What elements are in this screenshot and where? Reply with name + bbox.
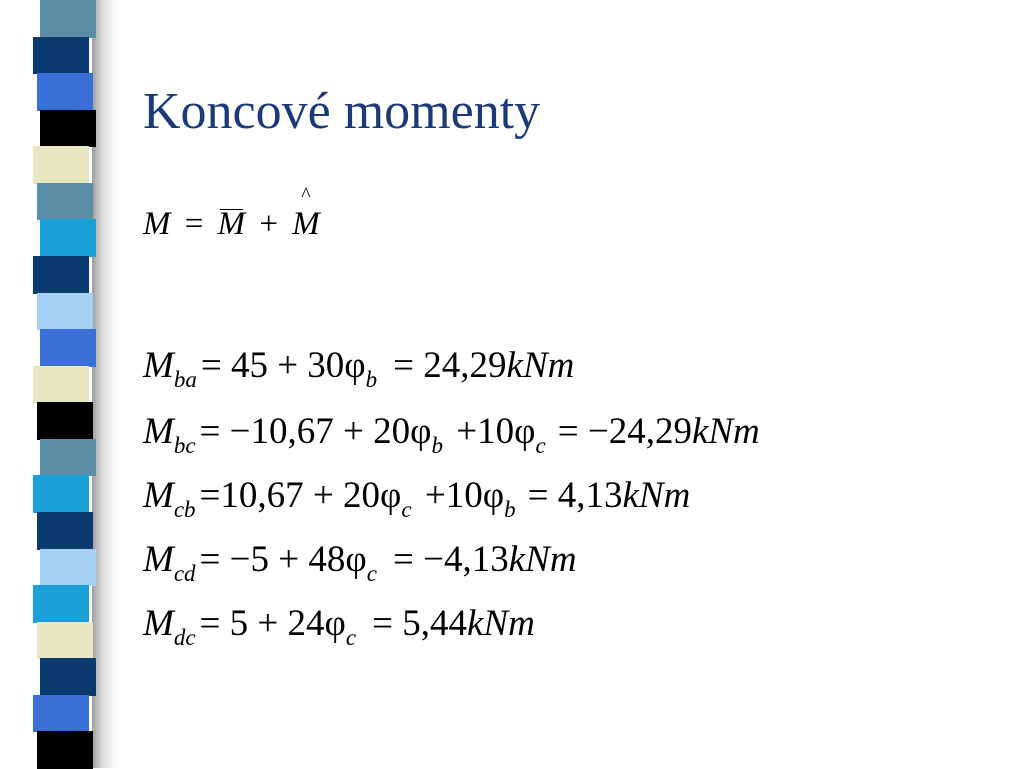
- unit-label: kNm: [691, 411, 760, 452]
- stripe-segment: [37, 512, 93, 550]
- equation-expression: = −10,67 + 20φ: [199, 411, 432, 452]
- phi-subscript: c: [401, 497, 412, 522]
- tail-subscript: c: [535, 433, 546, 458]
- phi-subscript: b: [431, 433, 444, 458]
- phi-subscript: c: [345, 625, 357, 650]
- moment-formula: [143, 184, 320, 243]
- formula-plus: +: [259, 206, 278, 242]
- stripe-segment: [37, 731, 93, 769]
- unit-label: kNm: [466, 603, 535, 644]
- formula-term-bar: [218, 206, 246, 243]
- stripe-segment: [33, 695, 89, 733]
- stripe-segment: [37, 183, 93, 221]
- formula-equals: =: [184, 206, 204, 242]
- equation-row: [143, 344, 575, 392]
- equation-row: [143, 602, 535, 650]
- equation-expression: = −5 + 48φ: [199, 539, 367, 580]
- moment-symbol: M: [143, 411, 174, 452]
- equation-result: = −4,13: [392, 539, 509, 580]
- formula-term2: M: [292, 206, 320, 242]
- stripe-segment: [40, 110, 96, 148]
- equation-tail: +10φ: [447, 411, 536, 452]
- equation-expression: = 45 + 30φ: [200, 345, 366, 386]
- equation-result: = 24,29: [393, 345, 507, 386]
- unit-label: kNm: [508, 539, 577, 580]
- slide-title: Koncové momenty: [143, 83, 541, 140]
- equation-expression: = 5 + 24φ: [199, 603, 346, 644]
- equation-row: [143, 474, 691, 522]
- formula-term1: M: [217, 206, 246, 242]
- equation-result: = 5,44: [372, 603, 467, 644]
- moment-symbol: M: [143, 603, 174, 644]
- stripe-segment: [33, 475, 89, 513]
- equation-expression: =10,67 + 20φ: [199, 475, 402, 516]
- stripe-segment: [33, 366, 89, 404]
- formula-term-hat: [292, 184, 320, 243]
- stripe-segment: [40, 439, 96, 477]
- stripe-segment: [37, 73, 93, 111]
- unit-label: kNm: [622, 475, 691, 516]
- equation-tail: +10φ: [415, 475, 505, 516]
- stripe-segment: [40, 329, 96, 367]
- stripe-segment: [33, 37, 89, 75]
- moment-subscript: ba: [173, 367, 197, 392]
- moment-subscript: cb: [173, 497, 196, 522]
- stripe-segment: [37, 402, 93, 440]
- tail-subscript: b: [504, 497, 516, 522]
- stripe-segment: [40, 219, 96, 257]
- unit-label: kNm: [506, 345, 575, 386]
- equation-result: = −24,29: [557, 411, 692, 452]
- stripe-segment: [40, 549, 96, 587]
- phi-subscript: b: [365, 367, 378, 392]
- stripe-segment: [33, 146, 89, 184]
- stripe-segment: [33, 585, 89, 623]
- moment-subscript: bc: [173, 433, 196, 458]
- stripe-segment: [37, 293, 93, 331]
- formula-lhs: M: [143, 206, 171, 242]
- stripe-segment: [40, 0, 96, 38]
- moment-symbol: M: [143, 475, 174, 516]
- equation-row: [143, 538, 577, 586]
- equation-row: [143, 410, 760, 458]
- moment-symbol: M: [143, 539, 174, 580]
- stripe-segment: [37, 622, 93, 660]
- hat-accent: ^: [301, 184, 311, 206]
- equation-result: = 4,13: [527, 475, 623, 516]
- phi-subscript: c: [366, 561, 377, 586]
- moment-subscript: cd: [173, 561, 196, 586]
- stripe-segment: [33, 256, 89, 294]
- moment-symbol: M: [143, 345, 174, 386]
- stripe-segment: [40, 658, 96, 696]
- moment-subscript: dc: [173, 625, 196, 650]
- decorative-stripe: [36, 0, 96, 768]
